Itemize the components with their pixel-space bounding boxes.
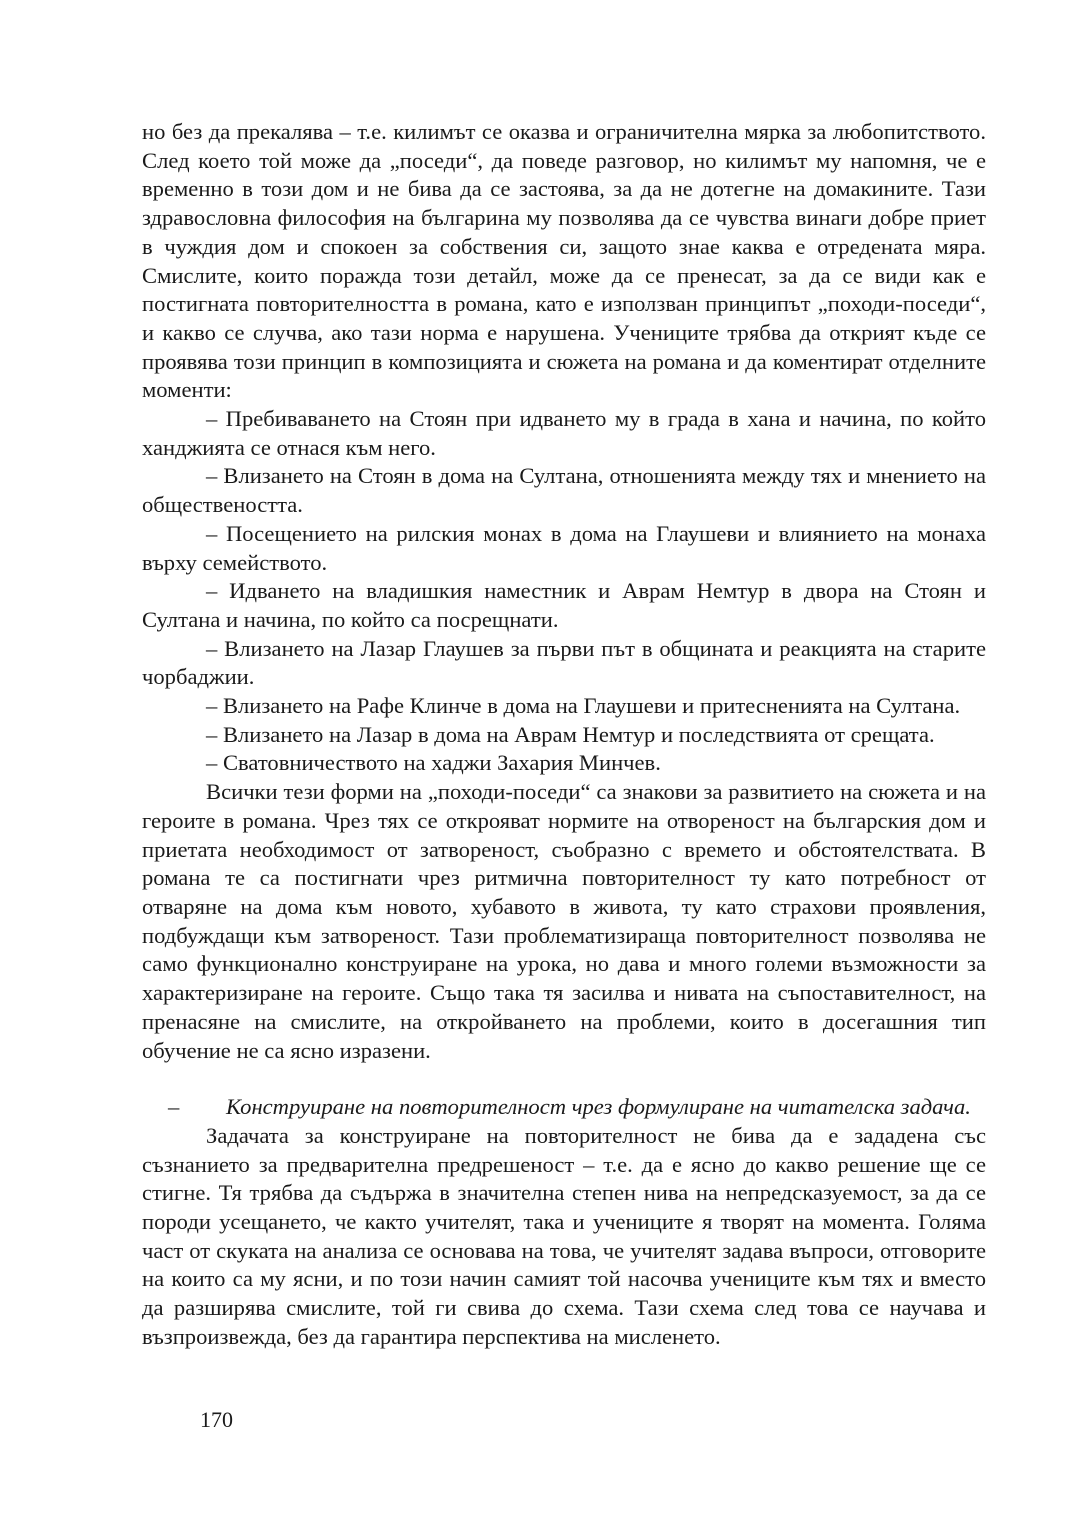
- list-item: – Сватовничеството на хаджи Захария Минчев.: [206, 750, 661, 776]
- list-item: – Посещението на рилския монах в дома на Глаушеви и влиянието на монаха върху семейството.: [142, 520, 986, 575]
- section-spacer: [142, 1065, 986, 1093]
- list-item: – Влизането на Лазар Глаушев за първи път в общината и реакцията на старите чорбаджии.: [142, 635, 986, 690]
- list-item: – Влизането на Рафе Клинче в дома на Глаушеви и притесненията на Султана.: [206, 693, 961, 719]
- heading-text: Конструиране на повторителност чрез формулиране на читателска задача.: [226, 1094, 971, 1120]
- moments-list: [142, 405, 986, 778]
- paragraph-intro: но без да прекалява – т.е. килимът се оказва и ограничителна мярка за любопитството. След което той може да „поседи“, да поведе разговор, но килимът му напомня, че е временно в този дом и не бива да се застоява, за да не дотегне на домакините. Тази здравословна философия на българина му позволява да се чувства винаги добре приет в чуждия дом и спокоен за собствения си, защото знае каква е отредената мяра. Смислите, които поражда този детайл, може да се пренесат, за да се види как е постигната повторителността в романа, като е използван принципът „походи-поседи“, и какво се случва, ако тази норма е нарушена. Учениците трябва да открият къде се проявява този принцип в композицията и сюжета на романа и да коментират отделните моменти:: [142, 119, 986, 403]
- paragraph-summary: Всички тези форми на „походи-поседи“ са знакови за развитието на сюжета и на героите в романа. Чрез тях се открояват нормите на отвореност на българския дом и приетата необходимост от затвореност, съобразно с времето и обстоятелствата. В романа те са постигнати чрез ритмична повторителност ту като потребност от отваряне на дома към новото, хубавото в живота, ту като страхови проявления, подбуждащи към затвореност. Тази проблематизираща повторителност позволява не само функционално конструиране на урока, но дава и много големи възможности за характеризиране на героите. Също така тя засилва и нивата на съпоставителност, на пренасяне на смислите, на откройването на проблеми, които в досегашния тип обучение не са ясно изразени.: [142, 779, 986, 1063]
- paragraph-task: Задачата за конструиране на повторителност не бива да е зададена със съзнанието за предварителна предрешеност – т.е. да е ясно до какво решение ще се стигне. Тя трябва да съдържа в значителна степен нива на непредсказуемост, за да се породи усещането, че както учителят, така и учениците я творят на момента. Голяма част от скуката на анализа се основава на това, че учителят задава въпроси, отговорите на които са му ясни, и по този начин самият той насочва учениците към тях и вместо да разширява смислите, той ги свива до схема. Тази схема след това се научава и възпроизвежда, без да гарантира перспектива на мисленето.: [142, 1122, 986, 1349]
- list-item: – Влизането на Лазар в дома на Аврам Немтур и последствията от срещата.: [206, 721, 935, 747]
- page-number: 170: [200, 1407, 233, 1432]
- section-heading: [142, 1093, 986, 1122]
- list-item: – Влизането на Стоян в дома на Султана, отношенията между тях и мнението на обществеността.: [142, 463, 986, 518]
- heading-dash: –: [168, 1094, 180, 1120]
- page-body: [142, 118, 986, 1352]
- list-item: – Пребиваването на Стоян при идването му в града в хана и начина, по който ханджията се отнася към него.: [142, 406, 986, 460]
- list-item: – Идването на владишкия наместник и Аврам Немтур в двора на Стоян и Султана и начина, по който са посрещнати.: [142, 578, 986, 632]
